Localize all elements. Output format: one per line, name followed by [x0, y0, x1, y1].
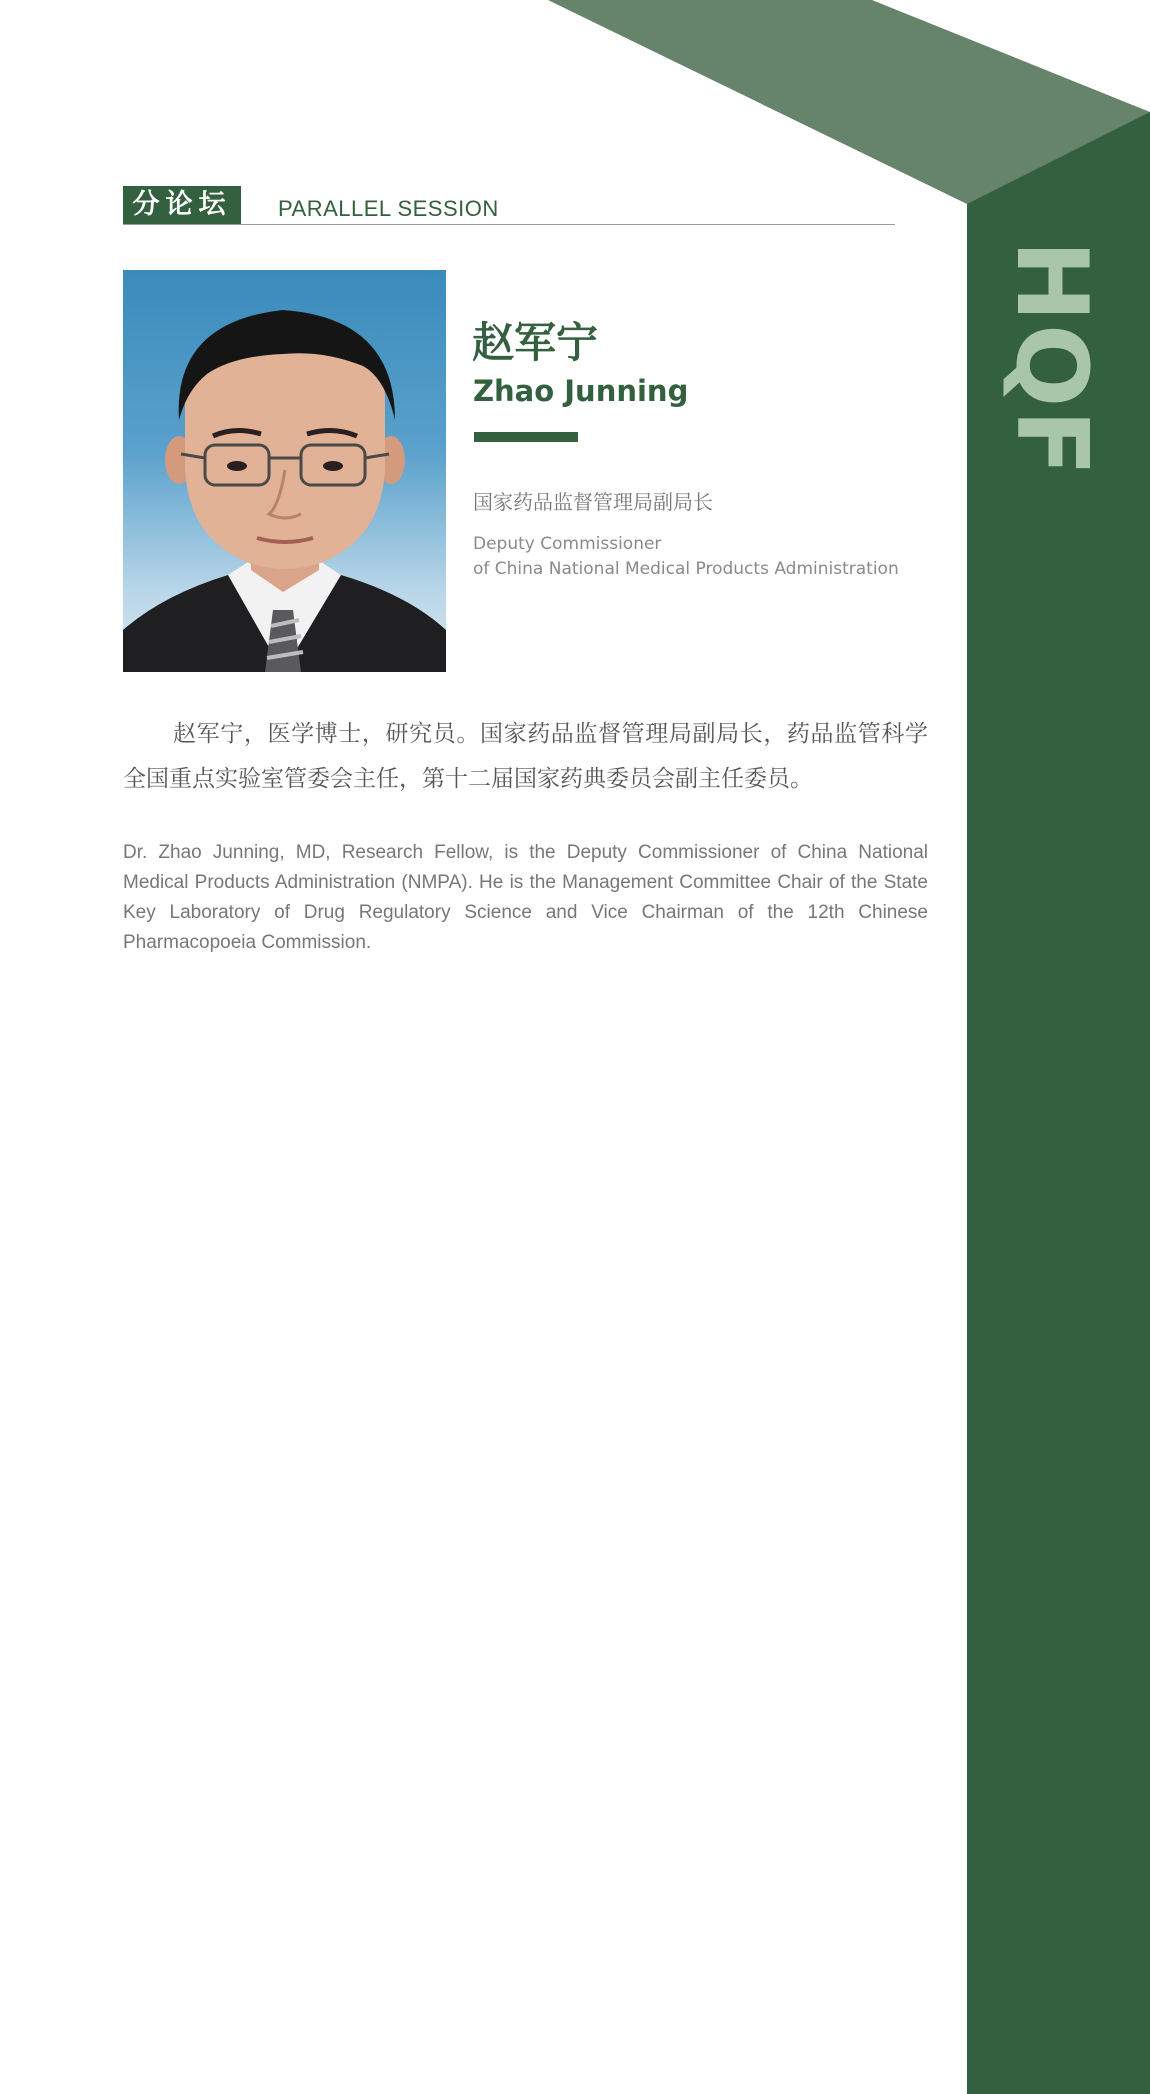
bio-en: Dr. Zhao Junning, MD, Research Fellow, is the Deputy Commissioner of China National Medical Products Administration (NMPA). He is the Management Committee Chair of the State Key Laboratory of Drug Regulatory Science and Vice Chairman of the 12th Chinese Pharmacopoeia Commission. [123, 842, 928, 953]
session-label: PARALLEL SESSION [278, 196, 499, 221]
speaker-portrait [123, 270, 446, 672]
speaker-title-en [473, 532, 913, 582]
name-accent-bar [474, 432, 578, 442]
header-divider [123, 224, 895, 225]
speaker-title-en-line1: Deputy Commissioner [473, 534, 662, 554]
portrait-illustration [123, 270, 446, 672]
speaker-title-en-line2: of China National Medical Products Administration [473, 559, 899, 579]
brand-label: HQF [994, 240, 1108, 479]
speaker-name-cn: 赵军宁 [472, 318, 599, 367]
session-badge: 分论坛 [123, 186, 241, 224]
session-header [123, 186, 895, 224]
bio-cn: 赵军宁，医学博士，研究员。国家药品监督管理局副局长，药品监管科学全国重点实验室管委会主任，第十二届国家药典委员会副主任委员。 [123, 721, 928, 792]
speaker-name-en: Zhao Junning [473, 374, 689, 408]
speaker-title-cn: 国家药品监督管理局副局长 [473, 490, 713, 514]
